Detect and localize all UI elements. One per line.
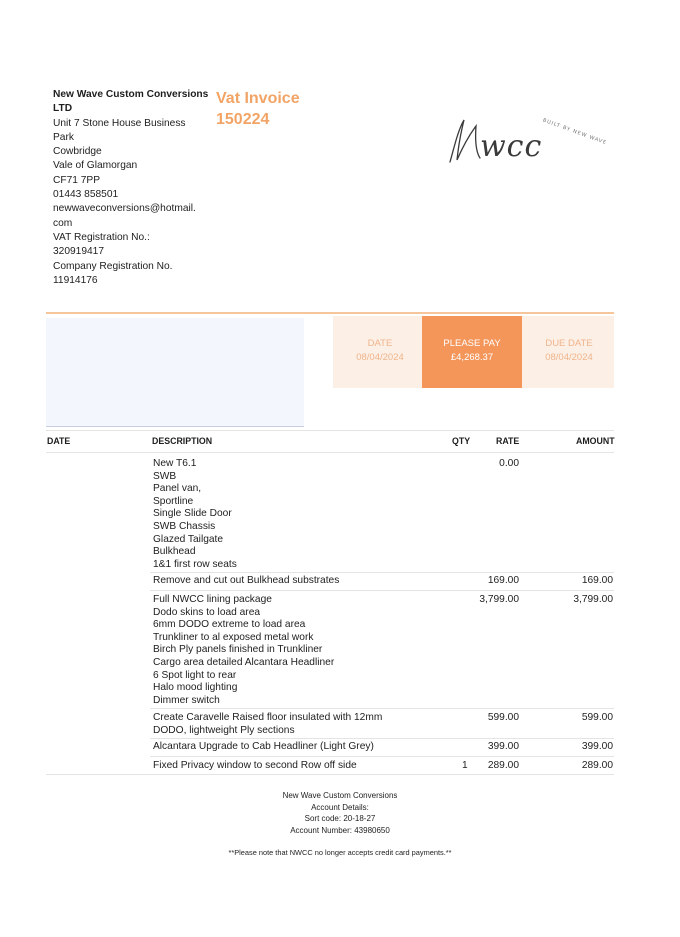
address-line: Unit 7 Stone House Business: [53, 117, 186, 129]
please-pay-label: PLEASE PAY: [443, 338, 501, 349]
vat-label: VAT Registration No.:: [53, 231, 150, 243]
line-item: [153, 575, 403, 588]
item-line: Halo mood lighting: [153, 682, 238, 694]
item-amount: 399.00: [581, 741, 613, 752]
col-header-date: DATE: [47, 436, 71, 446]
invoice-number: 150224: [216, 111, 270, 128]
footer-line: Sort code: 20-18-27: [304, 814, 376, 823]
item-amount: 599.00: [581, 712, 613, 723]
line-item: [153, 760, 403, 773]
row-rule: [150, 738, 614, 739]
line-item: [153, 458, 403, 571]
item-rate: 3,799.00: [479, 594, 519, 605]
summary-please-pay: [422, 316, 522, 388]
address-line: CF71 7PP: [53, 174, 100, 186]
item-line: New T6.1: [153, 458, 197, 469]
item-line: Remove and cut out Bulkhead substrates: [153, 575, 340, 586]
svg-text:wcc: wcc: [480, 129, 543, 164]
payment-summary: [333, 316, 614, 388]
line-item: [153, 594, 403, 707]
table-top-rule: [46, 430, 614, 431]
col-header-rate: RATE: [496, 436, 520, 446]
customer-address-box: [46, 318, 304, 427]
address-line: Park: [53, 131, 74, 143]
please-pay-value: £4,268.37: [450, 352, 494, 363]
vat-number: 320919417: [53, 246, 104, 258]
line-item: [153, 712, 403, 737]
summary-date-value: 08/04/2024: [356, 352, 404, 363]
col-header-amount: AMOUNT: [576, 436, 615, 446]
item-line: Bulkhead: [153, 546, 196, 558]
item-amount: 3,799.00: [573, 594, 613, 605]
row-rule: [150, 708, 614, 709]
item-line: Single Slide Door: [153, 508, 232, 520]
row-rule: [150, 572, 614, 573]
company-name-suffix: LTD: [53, 103, 73, 115]
item-line: Create Caravelle Raised floor insulated with 12mm: [153, 712, 383, 723]
item-qty: 1: [462, 760, 468, 771]
item-line: DODO, lightweight Ply sections: [153, 724, 295, 736]
invoice-title: Vat Invoice: [216, 90, 300, 107]
item-rate: 0.00: [499, 458, 519, 469]
svg-text:BUILT BY NEW WAVE: BUILT BY NEW WAVE: [541, 117, 608, 147]
item-line: 6mm DODO extreme to load area: [153, 619, 306, 631]
summary-due-date: [522, 316, 616, 388]
item-rate: 169.00: [487, 575, 519, 586]
item-line: Birch Ply panels finished in Trunkliner: [153, 644, 323, 656]
footer-line: Account Details:: [311, 802, 369, 812]
item-rate: 289.00: [487, 760, 519, 771]
table-bottom-rule: [46, 774, 614, 775]
item-line: Sportline: [153, 495, 194, 507]
item-line: 1&1 first row seats: [153, 558, 237, 570]
company-phone: 01443 858501: [53, 189, 119, 201]
row-rule: [150, 590, 614, 591]
item-line: SWB: [153, 470, 177, 482]
item-amount: 169.00: [581, 575, 613, 586]
item-line: SWB Chassis: [153, 520, 216, 532]
due-date-value: 08/04/2024: [545, 352, 593, 363]
item-line: Cargo area detailed Alcantara Headliner: [153, 656, 335, 668]
address-line: Vale of Glamorgan: [53, 160, 138, 172]
summary-date-label: DATE: [367, 338, 393, 349]
item-amount: 289.00: [581, 760, 613, 771]
item-line: Alcantara Upgrade to Cab Headliner (Light Grey): [153, 741, 374, 752]
footer-line: New Wave Custom Conversions: [282, 791, 398, 800]
header-divider: [46, 312, 614, 314]
reg-number: 11914176: [53, 274, 98, 286]
payment-note: **Please note that NWCC no longer accepts credit card payments.**: [228, 848, 452, 857]
item-rate: 399.00: [487, 741, 519, 752]
col-header-description: DESCRIPTION: [152, 436, 213, 446]
item-line: Fixed Privacy window to second Row off side: [153, 760, 357, 771]
company-details: [53, 88, 213, 288]
item-line: Full NWCC lining package: [153, 594, 272, 605]
summary-date: [333, 316, 427, 388]
item-line: Glazed Tailgate: [153, 533, 224, 545]
due-date-label: DUE DATE: [545, 338, 593, 349]
bank-details: [180, 790, 500, 836]
row-rule: [150, 756, 614, 757]
col-header-qty: QTY: [452, 436, 471, 446]
line-item: [153, 741, 403, 754]
item-rate: 599.00: [487, 712, 519, 723]
item-line: Panel van,: [153, 483, 202, 495]
address-line: Cowbridge: [53, 146, 102, 158]
reg-label: Company Registration No.: [53, 260, 173, 272]
footer-line: Account Number: 43980650: [290, 825, 390, 835]
nwcc-logo: [440, 100, 608, 180]
table-header-rule: [46, 452, 614, 453]
company-email-cont: com: [53, 217, 73, 229]
item-line: Trunkliner to al exposed metal work: [153, 631, 314, 643]
item-line: Dodo skins to load area: [153, 606, 261, 618]
item-line: Dimmer switch: [153, 694, 220, 706]
company-email: newwaveconversions@hotmail.: [53, 203, 196, 215]
item-line: 6 Spot light to rear: [153, 669, 237, 681]
invoice-heading: [216, 88, 300, 130]
company-name: New Wave Custom Conversions: [53, 89, 209, 100]
